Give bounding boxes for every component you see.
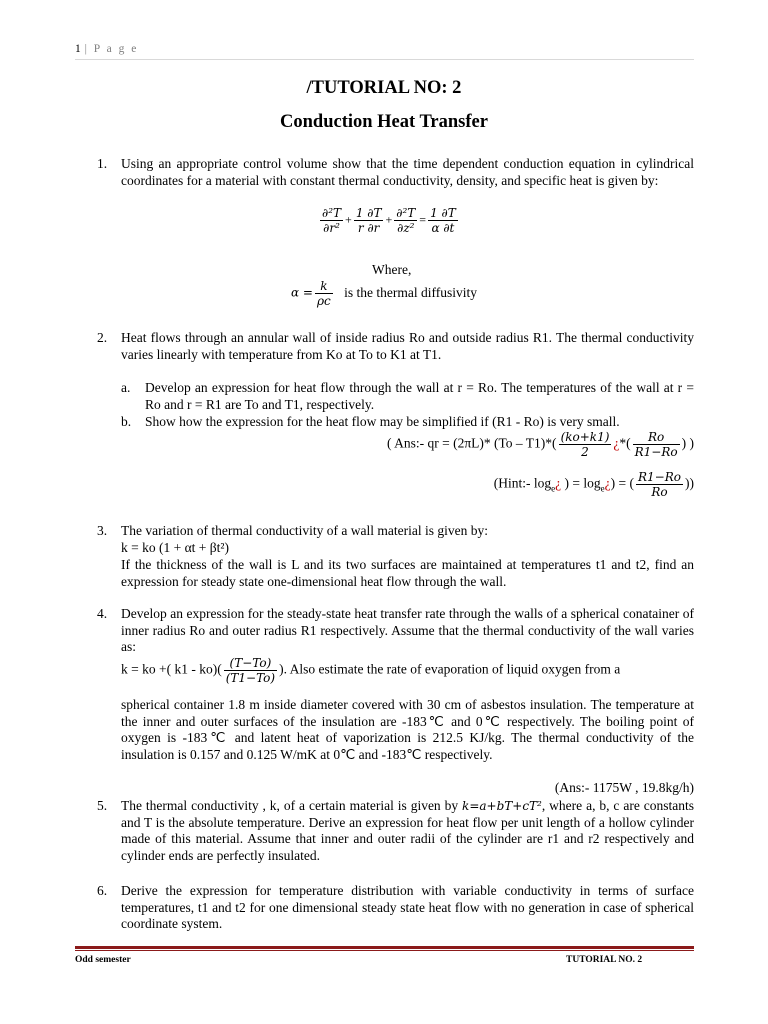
- page-header: [75, 43, 138, 55]
- q4-text: Develop an expression for the steady-state heat transfer rate through the walls of a spherical conatainer of inner radius Ro and outer radius R1 respectively. Assume that the thermal conductivity of the wall varies as:: [121, 606, 694, 654]
- q2-text: Heat flows through an annular wall of inside radius Ro and outside radius R1. The thermal conductivity varies linearly with temperature from Ko at To to K1 at T1.: [121, 330, 694, 362]
- q2b-label: b.: [121, 414, 132, 429]
- q5-text: The thermal conductivity , k, of a certain material is given by k=a+bT+cT², where a, b, c are constants and T is the absolute temperature. Derive an expression for heat flow per unit length of a hollow cylinder made of this material. Assume that inner and outer radii of the cylinder are r1 and r2 respectively and cylinder ends are perfectly insulated.: [121, 798, 694, 863]
- q4-answer: (Ans:- 1175W , 19.8kg/h): [554, 780, 694, 795]
- q1-number: 1.: [97, 156, 108, 171]
- q3-line3: If the thickness of the wall is L and its two surfaces are maintained at temperatures t1 and t2, find an expression for steady state one-dimensional heat flow through the wall.: [121, 557, 694, 589]
- footer-divider: [75, 946, 694, 949]
- q5-number: 5.: [97, 798, 108, 813]
- q1-where: Where,: [372, 262, 412, 277]
- q5-formula: k=a+bT+cT²: [462, 799, 542, 813]
- footer-right: TUTORIAL NO. 2: [566, 955, 643, 965]
- page-label: | P a g e: [84, 43, 139, 55]
- q2a-text: Develop an expression for heat flow through the wall at r = Ro. The temperatures of the wall at r = Ro and r = R1 are To and T1, respectively.: [145, 380, 694, 412]
- q1-text: Using an appropriate control volume show that the time dependent conduction equation in cylindrical coordinates for a material with constant thermal conductivity, density, and specific heat is given by:: [121, 156, 694, 188]
- footer-divider-thin: [75, 950, 694, 951]
- q2-answer: ( Ans:- qr = (2πL)* (To – T1)*( $\frac{(ko+k1)}{2}$ ¿*( $\frac{Ro}{R1-Ro}$ ) ): [386, 430, 694, 459]
- q2b-text: Show how the expression for the heat flow may be simplified if (R1 - Ro) is very small.: [145, 414, 620, 429]
- q1-alpha-definition: α = $\frac{k}{\rho c}$ is the thermal diffusivity: [291, 279, 477, 308]
- q2a-label: a.: [121, 380, 131, 395]
- q6-number: 6.: [97, 883, 108, 898]
- q2-hint: (Hint:- $\log_e¿$ ) = $\log_e¿$) = ( $\frac{R1-Ro}{Ro}$ )): [493, 470, 694, 499]
- q3-line1: The variation of thermal conductivity of a wall material is given by:: [121, 523, 489, 538]
- q2-number: 2.: [97, 330, 108, 345]
- header-divider: [75, 59, 694, 60]
- q3-number: 3.: [97, 523, 108, 538]
- q4-k-expression: k = ko +( k1 - ko)( $\frac{(T-To)}{(T1-To)}$ ). Also estimate the rate of evaporation of liquid oxygen from a: [121, 656, 621, 685]
- q4-number: 4.: [97, 606, 108, 621]
- page-number: 1: [75, 43, 82, 55]
- footer-left: Odd semester: [75, 955, 131, 965]
- q3-line2: k = ko (1 + αt + βt²): [121, 540, 229, 555]
- document-title: /TUTORIAL NO: 2: [306, 78, 462, 98]
- q6-text: Derive the expression for temperature distribution with variable conductivity in terms of surface temperatures, t1 and t2 for one dimensional steady state heat flow with no generation in case of spherical coordinate system.: [121, 883, 694, 931]
- q4-text2: spherical container 1.8 m inside diameter covered with 30 cm of asbestos insulation. The temperature at the inner and outer surfaces of the insulation are -183℃ and 0℃ respectively. The boiling point of oxygen is -183℃ and latent heat of vaporization is 212.5 KJ/kg. The thermal conductivity of the insulation is 0.157 and 0.125 W/mK at 0℃ and -183℃ respectively.: [121, 697, 694, 762]
- q1-equation: $\frac{\text{∂²T}}{\text{∂r²}}$ + $\frac{1 \partial T}{r \partial r}$ + $\frac{\text{∂²T}}{\text{∂z²}}$ = $\frac{1 \partial T}{\alpha \partial t}$: [322, 206, 456, 235]
- document-subtitle: Conduction Heat Transfer: [280, 112, 488, 132]
